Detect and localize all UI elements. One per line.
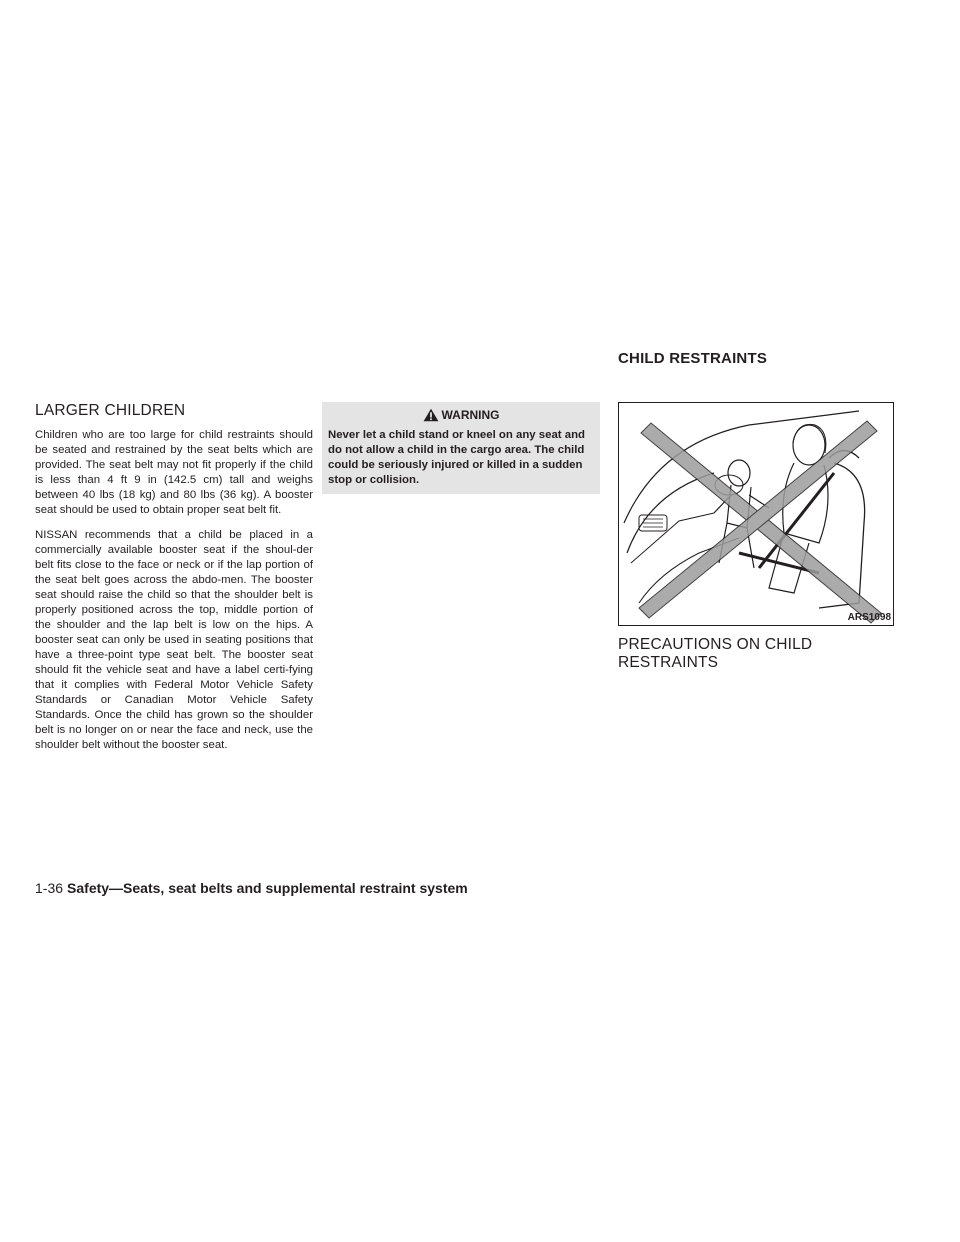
child-standing-illustration: [618, 402, 894, 626]
warning-column: [322, 402, 600, 494]
child-in-car-crossed-out-image: [619, 403, 894, 626]
warning-title: WARNING: [441, 408, 500, 422]
page-footer: [35, 880, 468, 896]
warning-text: Never let a child stand or kneel on any seat and do not allow a child in the cargo area. The child could be seriously injured or killed in a sudden stop or collision.: [328, 429, 586, 486]
larger-children-paragraph-1: Children who are too large for child restraints should be seated and restrained by the seat belts which are provided. The seat belt may not fit properly if the child is less than 4 ft 9 in (142.5 cm) tall and weighs between 40 lbs (18 kg) and 80 lbs (36 kg). A booster seat should be used to obtain proper seat belt fit.: [35, 429, 313, 517]
precautions-heading: PRECAUTIONS ON CHILD RESTRAINTS: [618, 636, 813, 671]
larger-children-heading: LARGER CHILDREN: [35, 402, 186, 419]
chapter-title: Safety—Seats, seat belts and supplemental restraint system: [67, 880, 468, 896]
figure-column: [618, 402, 894, 681]
figure-label: ARS1098: [847, 612, 891, 623]
larger-children-column: [35, 402, 313, 763]
section-header: CHILD RESTRAINTS: [618, 350, 768, 367]
warning-triangle-icon: [423, 408, 439, 422]
larger-children-paragraph-2: NISSAN recommends that a child be placed in a commercially available booster seat if the shoul-der belt fits close to the face or neck or if the lap portion of the seat belt goes across the abdo-men. The booster seat should raise the child so that the shoulder belt is properly positioned across the top, middle portion of the shoulder and the lap belt is low on the hips. A booster seat can only be used in seating positions that have a three-point type seat belt. The booster seat should fit the vehicle seat and have a label certi-fying that it complies with Federal Motor Vehicle Safety Standards or Canadian Motor Vehicle Safety Standards. Once the child has grown so the shoulder belt is no longer on or near the face and neck, use the shoulder belt without the booster seat.: [35, 529, 313, 752]
warning-box: [322, 402, 600, 494]
page-number: 1-36: [35, 880, 64, 896]
warning-header: [328, 408, 594, 422]
